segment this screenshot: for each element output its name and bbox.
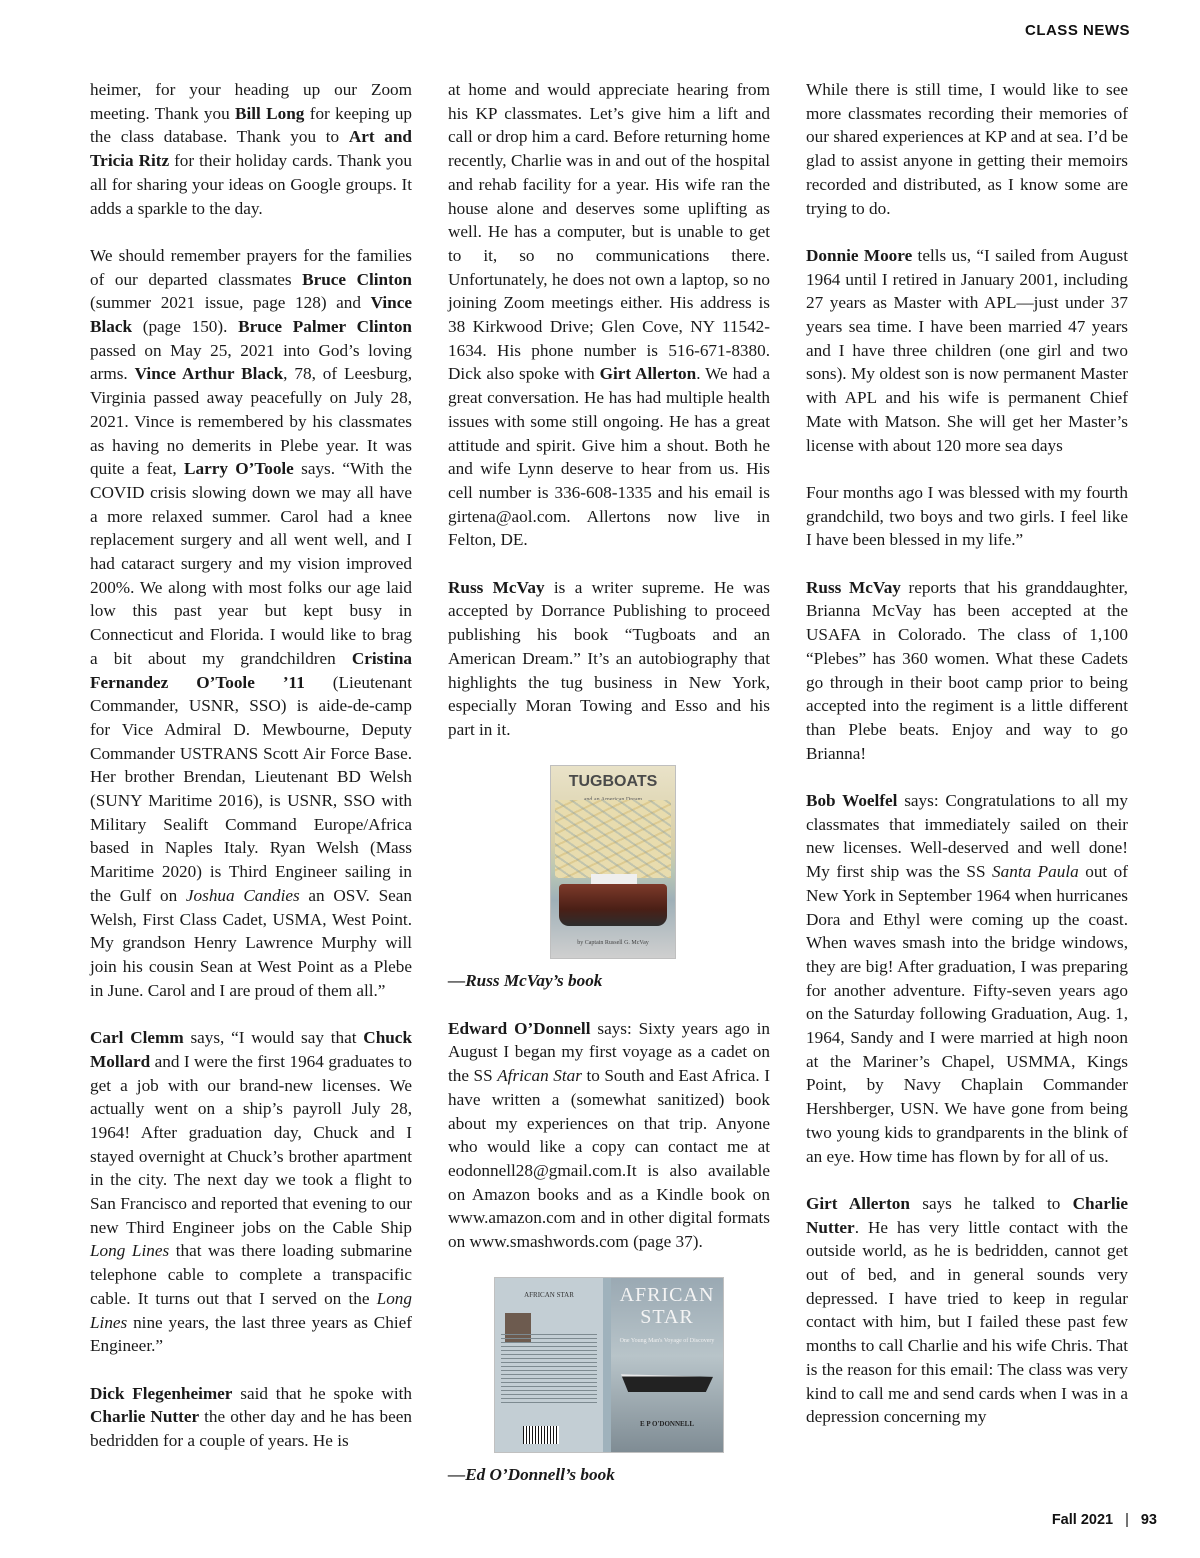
name-highlight: Bruce Palmer Clinton (238, 317, 412, 337)
page-number: 93 (1140, 1512, 1157, 1528)
name-highlight: Russ McVay (806, 577, 901, 597)
chart-map-illustration (555, 800, 671, 878)
italic-title: Joshua Candies (185, 885, 300, 905)
text-run: says he talked to (909, 1193, 1073, 1213)
name-highlight: Edward O’Donnell (448, 1018, 591, 1038)
text-run: says. “With the COVID crisis slowing down we may all have a more relaxed summer. Carol had a knee replacement surgery and all went well, and I had cataract surgery and my vision improved 200%. We along with most folks our age laid low this past year but kept busy in Connecticut and Florida. I would like to brag a bit about my grandchildren (90, 459, 412, 668)
tugboats-cover-author: by Captain Russell G. McVay (577, 939, 649, 946)
text-run: says: Congratulations to all my classmates that immediately sailed on their new licenses. Well-deserved and well done! My first ship was the SS (806, 791, 1129, 882)
paragraph (90, 244, 412, 1003)
tugboats-book-figure (448, 765, 770, 993)
african-star-book-cover (494, 1277, 724, 1453)
name-highlight: Chuck Mollard (90, 1028, 412, 1071)
book-spine (603, 1278, 611, 1452)
text-run: an OSV. Sean Welsh, First Class Cadet, USMA, West Point. My grandson Henry Lawrence Murphy will join his cousin Sean at West Point as a Plebe in June. Carol and I are proud of them all.” (90, 885, 412, 1000)
italic-title: African Star (497, 1066, 582, 1086)
front-cover-title-line2: STAR (640, 1306, 694, 1329)
african-star-caption: —Ed O’Donnell’s book (448, 1465, 615, 1485)
name-highlight: Girt Allerton (599, 364, 697, 384)
text-run: We should remember prayers for the families of our departed classmates (90, 245, 412, 289)
name-highlight: Cristina Fernandez O’Toole ’11 (90, 648, 412, 692)
text-run: (page 150). (132, 317, 239, 337)
barcode-icon (523, 1426, 559, 1444)
italic-title: Long Lines (90, 1241, 170, 1261)
name-highlight: Dick Flegenheimer (90, 1383, 233, 1403)
text-run: While there is still time, I would like to see more classmates recording their memories of our shared experiences at KP and at sea. I’d be glad to assist anyone in getting their memoirs recorded and distributed, as I know some are trying to do. (806, 80, 1128, 218)
name-highlight: Vince Black (90, 293, 412, 337)
name-highlight: Girt Allerton (806, 1193, 910, 1213)
name-highlight: Carl Clemm (90, 1028, 184, 1048)
page-footer (1052, 1512, 1157, 1528)
name-highlight: Donnie Moore (806, 245, 913, 265)
name-highlight: Charlie Nutter (90, 1407, 200, 1427)
footer-separator: | (1125, 1512, 1129, 1528)
paragraph (806, 576, 1128, 766)
text-run: to South and East Africa. I have written a (somewhat sanitized) book about my experiences on that trip. Anyone who would like a copy can contact me at eodonnell28@gmail.com.It is also available on Amazon books and as a Kindle book on www.amazon.com and in other digital formats on www.smashwords.com (page 37). (448, 1066, 770, 1252)
column-right (806, 78, 1128, 1429)
front-cover-title-line1: AFRICAN (619, 1284, 715, 1307)
text-run: for keeping up the class database. Thank you to (90, 103, 413, 147)
front-cover-title (611, 1284, 723, 1328)
name-highlight: Bruce Clinton (302, 269, 412, 289)
text-run: (Lieutenant Commander, USNR, SSO) is aide-de-camp for Vice Admiral D. Mewbourne, Deputy Commander USTRANS Scott Air Force Base. Her brother Brendan, Lieutenant BD Welsh (SUNY Maritime 2016), is USNR, SSO with Military Sealift Command Europe/Africa based in Naples Italy. Ryan Welsh (Mass Maritime 2020) is Third Engineer sailing in the Gulf on (90, 672, 412, 905)
paragraph (806, 244, 1128, 457)
paragraph (806, 481, 1128, 552)
tugboats-caption: —Russ McVay’s book (448, 971, 603, 991)
name-highlight: Larry O’Toole (184, 459, 294, 479)
tugboats-cover-title: TUGBOATS (568, 773, 658, 791)
column-left (90, 78, 412, 1453)
text-run: heimer, for your heading up our Zoom meeting. Thank you (90, 80, 412, 123)
paragraph (448, 576, 770, 742)
text-run: . We had a great conversation. He has had multiple health issues with some still ongoing. He has a great attitude and spirit. Give him a shout. Both he and wife Lynn deserve to hear from us. His cell number is 336-608-1335 and his email is girtena@aol.com. Allertons now live in Felton, DE. (448, 364, 770, 550)
paragraph (90, 78, 412, 220)
book-back-cover (495, 1278, 603, 1452)
italic-title: Santa Paula (992, 862, 1079, 882)
italic-title: Long Lines (90, 1288, 412, 1332)
back-cover-title: AFRICAN STAR (524, 1291, 574, 1300)
paragraph (806, 789, 1128, 1168)
paragraph (806, 78, 1128, 220)
paragraph (448, 1017, 770, 1254)
text-run: tells us, “I sailed from August 1964 until I retired in January 2001, including 27 years as Master with APL—just under 37 years sea time. I have been married 47 years and I have three children (one girl and two sons). My oldest son is now permanent Master with APL and his wife is permanent Chief Mate with Matson. She will get her Master’s license with about 120 more sea days (806, 245, 1128, 455)
text-run: passed on May 25, 2021 into God’s loving arms. (90, 340, 412, 384)
name-highlight: Bob Woelfel (806, 791, 898, 811)
text-run: that was there loading submarine telephone cable to complete a transpacific cable. It turns out that I served on the (90, 1241, 412, 1308)
issue-label: Fall 2021 (1051, 1512, 1114, 1528)
paragraph (90, 1382, 412, 1453)
column-middle (448, 78, 770, 1511)
text-run: . He has very little contact with the outside world, as he is bedridden, cannot get out of bed, and in general sounds very depressed. I have tried to keep in regular contact with him, but I failed these past few months to call Charlie and his wife Chris. That is the reason for this email: The class was very kind to call me and send cards when I was in a depression concerning my (806, 1217, 1128, 1427)
text-run: says, “I would say that (183, 1028, 364, 1048)
text-run: at home and would appreciate hearing from his KP classmates. Let’s give him a lift and call or drop him a card. Before returning home recently, Charlie was in and out of the hospital and rehab facility for a year. His wife ran the house alone and deserves some uplifting as well. He has a computer, but is unable to get to it, so no communications there. Unfortunately, he does not own a laptop, so no joining Zoom meetings either. His address is 38 Kirkwood Drive; Glen Cove, NY 11542-1634. His phone number is 516-671-8380. Dick also spoke with (448, 80, 770, 384)
name-highlight: Vince Arthur Black (134, 364, 284, 384)
tugboat-illustration (559, 884, 667, 926)
text-run: Four months ago I was blessed with my fourth grandchild, two boys and two girls. I feel like I have been blessed in my life.” (806, 482, 1128, 550)
front-cover-subtitle: One Young Man's Voyage of Discovery (619, 1338, 715, 1345)
text-run: nine years, the last three years as Chief Engineer.” (90, 1312, 412, 1356)
text-run: says: Sixty years ago in August I began my first voyage as a cadet on the SS (448, 1018, 770, 1086)
name-highlight: Charlie Nutter (806, 1193, 1128, 1237)
paragraph (806, 1192, 1128, 1429)
tugboats-book-cover (550, 765, 676, 959)
text-run: reports that his granddaughter, Brianna McVay has been accepted at the USAFA in Colorado. The class of 1,100 “Plebes” has 360 women. What these Cadets go through in their boot camp prior to being accepted into the regiment is a little different than Plebe beats. Enjoy and way to go Brianna! (806, 577, 1128, 763)
text-run: for their holiday cards. Thank you all for sharing your ideas on Google groups. It adds a sparkle to the day. (90, 151, 412, 218)
front-cover-author: E P O'DONNELL (639, 1419, 695, 1428)
text-run: out of New York in September 1964 when hurricanes Dora and Ethyl were coming up the coast. When waves smash into the bridge windows, they are big! After graduation, I was preparing for another adventure. Fifty-seven years ago on the Saturday following Graduation, Aug. 1, 1964, Sandy and I were married at high noon at the Mariner’s Chapel, USMMA, Kings Point, by Navy Chaplain Commander Hershberger, USN. We have gone from being two young kids to grandparents in the blink of an eye. How time has flown by for all of us. (806, 862, 1129, 1166)
text-run: (summer 2021 issue, page 128) and (90, 293, 371, 313)
name-highlight: Russ McVay (448, 577, 545, 597)
paragraph (448, 78, 770, 552)
text-run: and I were the first 1964 graduates to get a job with our brand-new licenses. We actually went on a ship’s payroll July 28, 1964! After graduation day, Chuck and I stayed overnight at Chuck’s brother apartment in the city. The next day we took a flight to San Francisco and reported that evening to our new Third Engineer jobs on the Cable Ship (90, 1051, 412, 1237)
name-highlight: Bill Long (235, 103, 305, 123)
african-star-book-figure (448, 1277, 770, 1487)
text-run: the other day and he has been bedridden for a couple of years. He is (90, 1407, 412, 1451)
ship-illustration (621, 1366, 713, 1392)
paragraph (90, 1026, 412, 1358)
name-highlight: Art and Tricia Ritz (90, 127, 412, 171)
text-run: , 78, of Leesburg, Virginia passed away peacefully on July 28, 2021. Vince is remembered by his classmates as having no demerits in Plebe year. It was quite a feat, (90, 364, 412, 479)
text-run: is a writer supreme. He was accepted by Dorrance Publishing to proceed publishing his book “Tugboats and an American Dream.” It’s an autobiography that highlights the tug business in New York, especially Moran Towing and Esso and his part in it. (448, 577, 770, 739)
section-label: CLASS NEWS (1024, 22, 1130, 39)
text-run: said that he spoke with (232, 1383, 412, 1403)
book-front-cover (611, 1278, 723, 1452)
back-cover-text-block (501, 1334, 597, 1404)
